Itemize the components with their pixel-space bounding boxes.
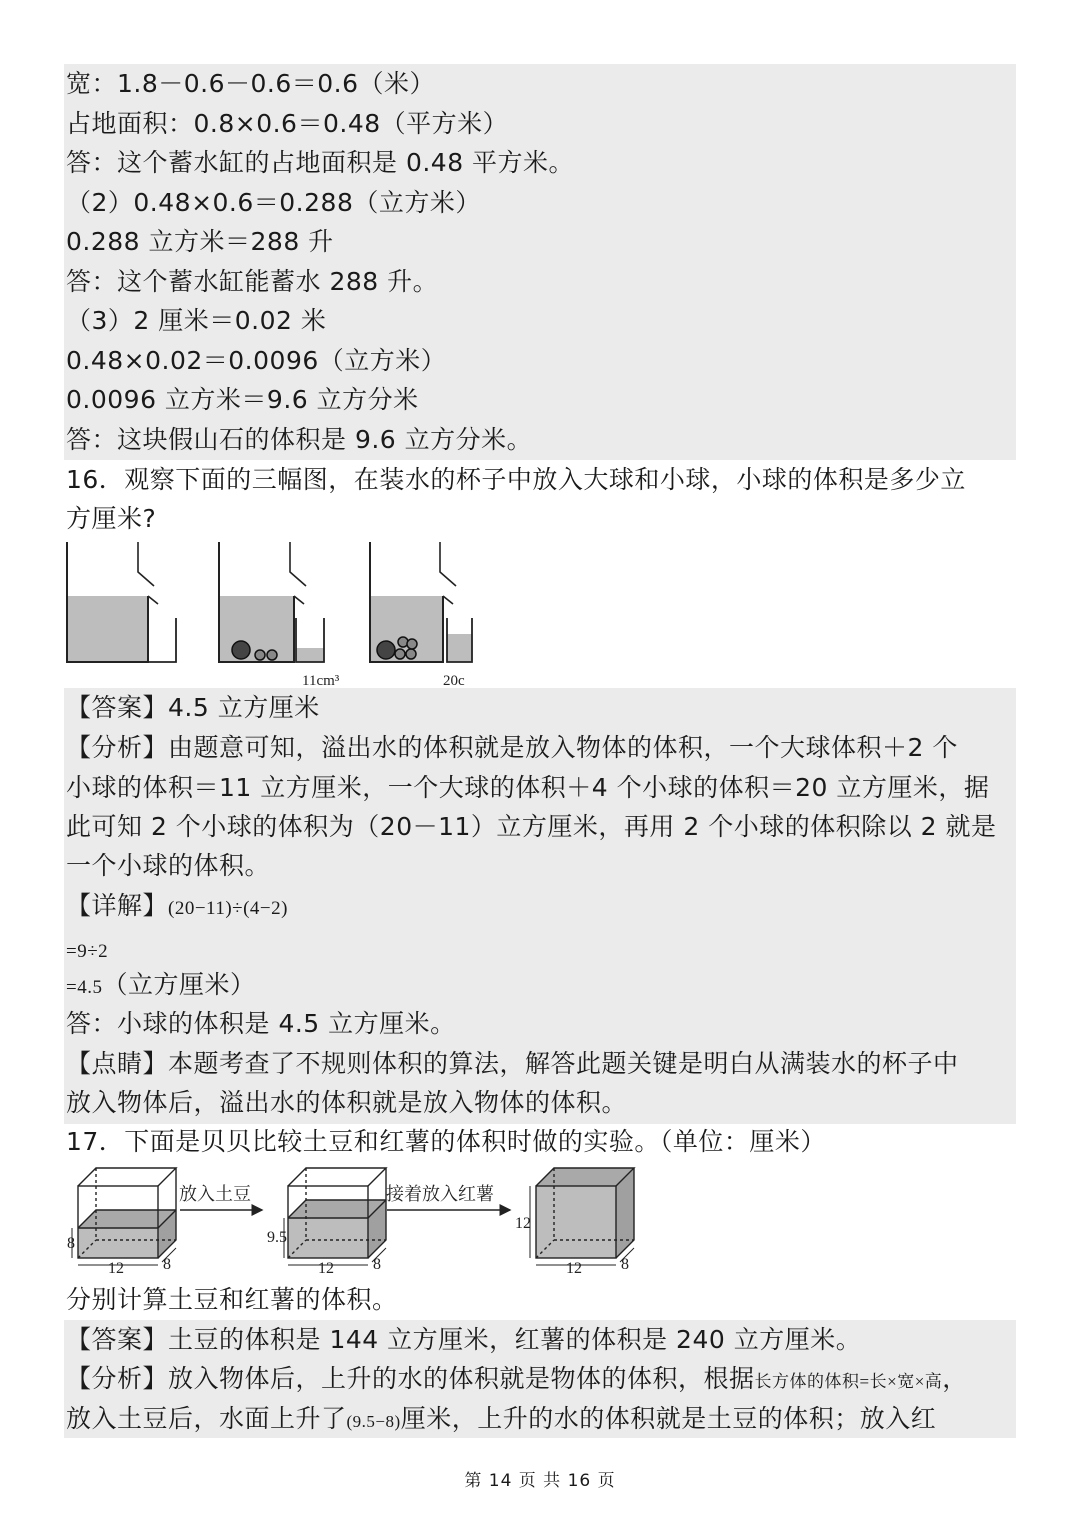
q17-question: 17．下面是贝贝比较土豆和红薯的体积时做的实验。（单位：厘米） [66,1127,826,1156]
fig3-length: 12 [566,1260,582,1277]
q17-boxes-diagram [62,1162,642,1278]
q16-question-line1: 16．观察下面的三幅图，在装水的杯子中放入大球和小球，小球的体积是多少立 [66,465,966,494]
answer-1: 答：这个蓄水缸的占地面积是 0.48 平方米。 [66,148,575,177]
cup-figure-3 [370,542,472,662]
part2-calc: （2）0.48×0.6＝0.288（立方米） [66,188,481,217]
q16-answer: 【答案】4.5 立方厘米 [66,693,320,722]
part2-convert: 0.288 立方米＝288 升 [66,227,334,256]
cup-label-2: 11cm³ [302,673,340,688]
width-line: 宽：1.8－0.6－0.6＝0.6（米） [66,69,436,98]
q16-cups-diagram [60,538,480,688]
fig3-height: 12 [515,1215,531,1232]
q17-analysis-line1 [66,1359,968,1402]
arrow2-label: 接着放入红薯 [386,1184,494,1204]
q17-answer: 【答案】土豆的体积是 144 立方厘米，红薯的体积是 240 立方厘米。 [66,1325,862,1354]
area-line: 占地面积：0.8×0.6＝0.48（平方米） [66,109,509,138]
analysis2-suffix: 厘米，上升的水的体积就是土豆的体积；放入红 [400,1404,937,1433]
q16-analysis-line4: 一个小球的体积。 [66,851,271,880]
tank-figure-3 [515,1168,634,1277]
part3-calc: 0.48×0.02＝0.0096（立方米） [66,346,447,375]
cup-figure-1 [67,542,176,662]
q17-sub-question: 分别计算土豆和红薯的体积。 [66,1285,398,1314]
analysis2-prefix: 放入土豆后，水面上升了 [66,1404,347,1433]
page-number: 第 14 页 共 16 页 [464,1471,616,1491]
q16-step1: =9÷2 [66,941,109,962]
analysis-suffix: ， [942,1364,968,1393]
q16-step2 [66,965,255,1008]
part3-convert2: 0.0096 立方米＝9.6 立方分米 [66,385,419,414]
step2-unit: （立方厘米） [102,970,256,999]
q16-final-answer: 答：小球的体积是 4.5 立方厘米。 [66,1009,456,1038]
q17-analysis-line2 [66,1399,936,1442]
answer-3: 答：这块假山石的体积是 9.6 立方分米。 [66,425,533,454]
analysis-formula: 长方体的体积=长×宽×高 [754,1372,943,1391]
fig1-length: 12 [108,1260,124,1277]
analysis2-formula: (9.5−8) [346,1412,401,1431]
fig2-width: 8 [373,1256,381,1273]
tank-figure-1 [67,1168,176,1277]
fig1-height: 8 [67,1235,75,1252]
arrow1-label: 放入土豆 [179,1184,251,1204]
fig1-width: 8 [163,1256,171,1273]
part3-convert: （3）2 厘米＝0.02 米 [66,306,327,335]
q16-analysis-line3: 此可知 2 个小球的体积为（20－11）立方厘米，再用 2 个小球的体积除以 2 就是 [66,812,997,841]
fig2-height: 9.5 [267,1229,287,1246]
q16-detail [66,886,288,929]
cup-figure-2 [219,542,324,662]
fig2-length: 12 [318,1260,334,1277]
q16-question-line2: 方厘米? [66,504,157,533]
q16-analysis-line1: 【分析】由题意可知，溢出水的体积就是放入物体的体积，一个大球体积＋2 个 [66,733,958,762]
answer-2: 答：这个蓄水缸能蓄水 288 升。 [66,267,439,296]
detail-label: 【详解】 [66,891,169,920]
step2-math: =4.5 [66,977,103,998]
q16-comment-line1: 【点睛】本题考查了不规则体积的算法，解答此题关键是明白从满装水的杯子中 [66,1049,959,1078]
q16-comment-line2: 放入物体后，溢出水的体积就是放入物体的体积。 [66,1088,628,1117]
q16-analysis-line2: 小球的体积＝11 立方厘米，一个大球的体积＋4 个小球的体积＝20 立方厘米，据 [66,773,990,802]
fig3-width: 8 [621,1256,629,1273]
tank-figure-2 [267,1168,386,1277]
analysis-prefix: 【分析】放入物体后，上升的水的体积就是物体的体积，根据 [66,1364,755,1393]
cup-label-3: 20c [443,673,465,688]
detail-formula: (20−11)÷(4−2) [168,898,288,919]
